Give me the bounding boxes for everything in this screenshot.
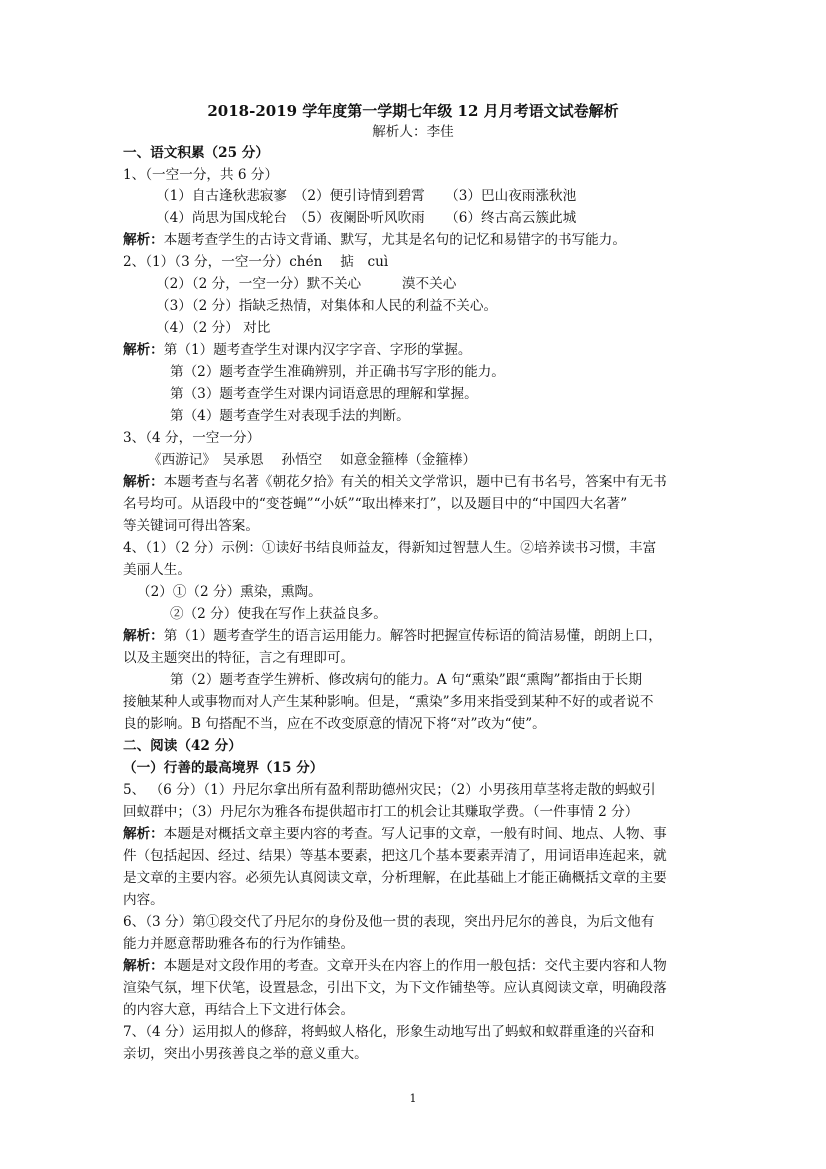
text-line: [123, 780, 656, 800]
text-line: [123, 165, 278, 185]
text-span: 回蚁群中；（3）丹尼尔为雅各布提供超市打工的机会让其赚取学费。（一件事情 2 分）: [123, 804, 639, 820]
bold-label: 解析：: [123, 342, 164, 358]
text-line: [123, 978, 667, 998]
text-span: 第（2）题考查学生辨析、修改病句的能力。A 句“熏染”跟“熏陶”都指由于长期: [170, 672, 642, 688]
text-line: [170, 670, 642, 690]
text-span: （2）①（2 分）熏染，熏陶。: [137, 584, 322, 600]
text-line: [123, 714, 546, 734]
text-span: 内容。: [123, 892, 164, 908]
text-line: [156, 274, 456, 294]
text-span: 亲切，突出小男孩善良之举的意义重大。: [123, 1046, 368, 1062]
text-line: [123, 516, 259, 536]
text-span: 第（2）题考查学生准确辨别，并正确书写字形的能力。: [170, 364, 505, 380]
text-span: 美丽人生。: [123, 562, 191, 578]
text-span: 名号均可。从语段中的“变苍蝇”“小妖”“取出棒来打”，以及题目中的“中国四大名著”: [123, 496, 628, 512]
text-line: [123, 824, 667, 844]
bold-label: 解析：: [123, 826, 164, 842]
text-line: [123, 560, 191, 580]
text-span: （3）（2 分）指缺乏热情，对集体和人民的利益不关心。: [156, 298, 498, 314]
text-span: 第（3）题考查学生对课内词语意思的理解和掌握。: [170, 386, 478, 402]
text-line: [170, 384, 478, 404]
text-line: [170, 406, 410, 426]
text-span: 是文章的主要内容。必须先认真阅读文章，分析理解，在此基础上才能正确概括文章的主要: [123, 870, 667, 886]
text-span: 2、（1）（3 分，一空一分）chén 掂 cuì: [123, 254, 389, 270]
bold-label: 一、语文积累（25 分）: [123, 145, 269, 161]
text-span: 以及主题突出的特征，言之有理即可。: [123, 650, 355, 666]
bold-label: 解析：: [123, 232, 164, 248]
text-line: [123, 428, 260, 448]
text-line: [123, 1022, 654, 1042]
text-line: [148, 450, 476, 470]
text-span: 件（包括起因、经过、结果）等基本要素，把这几个基本要素弄清了，用词语串连起来，就: [123, 848, 667, 864]
bold-label: 解析：: [123, 474, 164, 490]
text-span: 的内容大意，再结合上下文进行体会。: [123, 1002, 355, 1018]
text-line: [170, 362, 505, 382]
text-line: [123, 758, 323, 778]
text-span: 渲染气氛，埋下伏笔，设置悬念，引出下文，为下文作铺垫等。应认真阅读文章，明确段落: [123, 980, 667, 996]
bold-label: 解析：: [123, 958, 164, 974]
text-span: 第（1）题考查学生对课内汉字字音、字形的掌握。: [163, 342, 472, 358]
text-line: [123, 494, 627, 514]
page-number: 1: [409, 1092, 417, 1105]
text-span: 接触某种人或事物而对人产生某种影响。但是，“熏染”多用来指受到某种不好的或者说不: [123, 694, 654, 710]
text-span: 本题考查学生的古诗文背诵、默写，尤其是名句的记忆和易错字的书写能力。: [163, 232, 626, 248]
text-span: 6、（3 分）第①段交代了丹尼尔的身份及他一贯的表现，突出丹尼尔的善良，为后文他有: [123, 914, 655, 930]
text-line: [123, 934, 354, 954]
text-span: （4）尚思为国戍轮台 （5）夜阑卧听风吹雨 （6）终古高云簇此城: [156, 210, 577, 226]
text-span: 良的影响。B 句搭配不当，应在不改变原意的情况下将“对”改为“使”。: [123, 716, 546, 732]
bold-label: 解析：: [123, 628, 164, 644]
text-span: （1）自古逢秋悲寂寥 （2）便引诗情到碧霄 （3）巴山夜雨涨秋池: [156, 188, 577, 204]
text-line: [156, 208, 576, 228]
text-line: [156, 296, 497, 316]
text-line: [137, 582, 322, 602]
text-line: [123, 143, 269, 163]
text-line: [123, 538, 656, 558]
text-line: [170, 604, 387, 624]
text-span: 等关键词可得出答案。: [123, 518, 259, 534]
text-span: （4）（2 分） 对比: [156, 320, 271, 336]
text-line: [123, 692, 653, 712]
text-line: [123, 626, 662, 646]
text-span: 第（1）题考查学生的语言运用能力。解答时把握宣传标语的简洁易懂，朗朗上口，: [163, 628, 662, 644]
text-line: [123, 230, 626, 250]
text-line: [156, 318, 270, 338]
text-span: 3、（4 分，一空一分）: [123, 430, 261, 446]
text-span: 第（4）题考查学生对表现手法的判断。: [170, 408, 410, 424]
text-line: [123, 890, 164, 910]
text-span: （2）（2 分，一空一分）默不关心 漠不关心: [156, 276, 457, 292]
document-title: 2018-2019 学年度第一学期七年级 12 月月考语文试卷解析: [207, 102, 619, 120]
text-span: 本题考查与名著《朝花夕拾》有关的相关文学常识，题中已有书名号，答案中有无书: [163, 474, 667, 490]
text-line: [123, 1000, 354, 1020]
text-line: [123, 956, 667, 976]
text-span: 《西游记》 吴承恩 孙悟空 如意金箍棒（金箍棒）: [148, 452, 477, 468]
text-span: 能力并愿意帮助雅各布的行为作铺垫。: [123, 936, 355, 952]
text-line: [156, 186, 576, 206]
text-line: [123, 868, 667, 888]
text-line: [123, 802, 638, 822]
text-span: 4、（1）（2 分）示例：①读好书结良师益友，得新知过智慧人生。②培养读书习惯，丰富: [123, 540, 657, 556]
bold-label: （一）行善的最高境界（15 分）: [123, 760, 324, 776]
text-line: [123, 252, 388, 272]
text-span: 本题是对文段作用的考查。文章开头在内容上的作用一般包括：交代主要内容和人物: [163, 958, 667, 974]
text-line: [123, 472, 667, 492]
document-author: 解析人：李佳: [372, 124, 454, 140]
text-line: [123, 648, 354, 668]
bold-label: 二、阅读（42 分）: [123, 738, 242, 754]
text-line: [123, 736, 242, 756]
text-span: 1、（一空一分，共 6 分）: [123, 167, 279, 183]
text-span: 本题是对概括文章主要内容的考查。写人记事的文章，一般有时间、地点、人物、事: [163, 826, 667, 842]
text-line: [123, 846, 667, 866]
text-span: ②（2 分）使我在写作上获益良多。: [170, 606, 387, 622]
text-span: 5、 （6 分）（1）丹尼尔拿出所有盈利帮助德州灾民；（2）小男孩用草茎将走散的蚂蚁引: [123, 782, 656, 798]
text-span: 7、（4 分）运用拟人的修辞，将蚂蚁人格化，形象生动地写出了蚂蚁和蚁群重逢的兴奋和: [123, 1024, 655, 1040]
text-line: [123, 340, 472, 360]
text-line: [123, 912, 654, 932]
text-line: [123, 1044, 368, 1064]
